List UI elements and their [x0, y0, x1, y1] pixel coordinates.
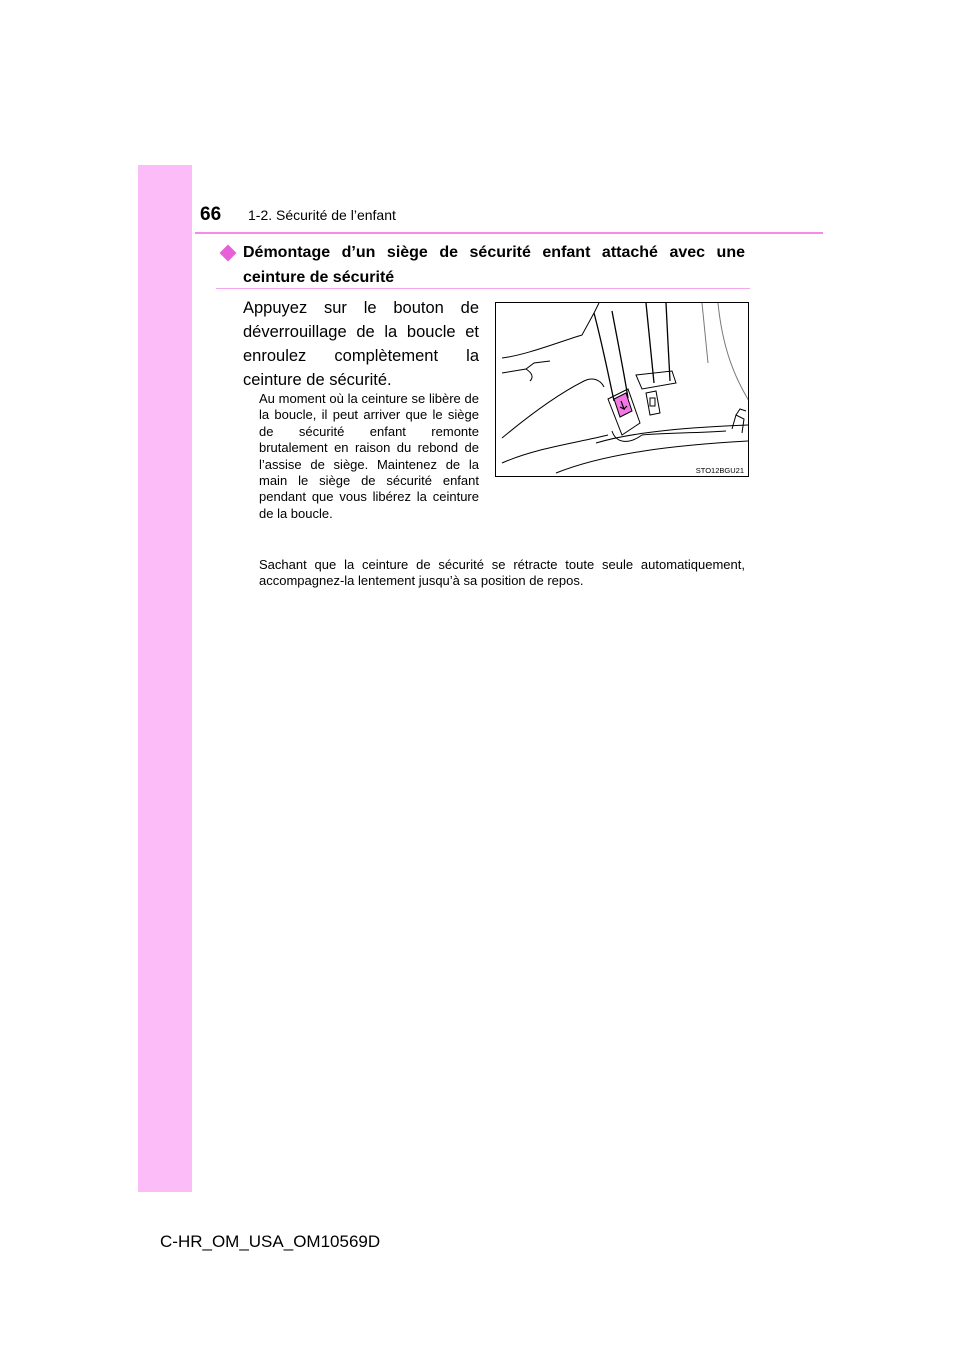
chapter-side-strip — [138, 165, 192, 1192]
caution-note: Au moment où la ceinture se libère de la boucle, il peut arriver que le siège de sécurité enfant remonte brutalement en raison du rebond de l’assise de siège. Maintenez de la main le siège de sécurité enfant pendant que vous libérez la ceinture de la boucle. — [259, 391, 479, 521]
buckle-drawing — [496, 303, 749, 477]
section-title: Démontage d’un siège de sécurité enfant attaché avec une ceinture de sécurité — [243, 244, 745, 286]
chapter-title: 1-2. Sécurité de l’enfant — [248, 207, 396, 223]
header-divider — [195, 232, 823, 234]
release-button-highlight — [614, 393, 632, 417]
info-note: Sachant que la ceinture de sécurité se rétracte toute seule automatiquement, accompagnez-la lentement jusqu’à sa position de repos. — [259, 557, 745, 589]
figure-code: STO12BGU21 — [695, 465, 744, 475]
section-divider — [216, 288, 750, 289]
seatbelt-buckle-illustration — [495, 302, 749, 477]
page-number: 66 — [200, 204, 222, 225]
diamond-icon — [220, 245, 237, 262]
document-code: C-HR_OM_USA_OM10569D — [160, 1232, 381, 1251]
instruction-step: Appuyez sur le bouton de déverrouillage de la boucle et enroulez complètement la ceinture de sécurité. — [243, 299, 479, 389]
